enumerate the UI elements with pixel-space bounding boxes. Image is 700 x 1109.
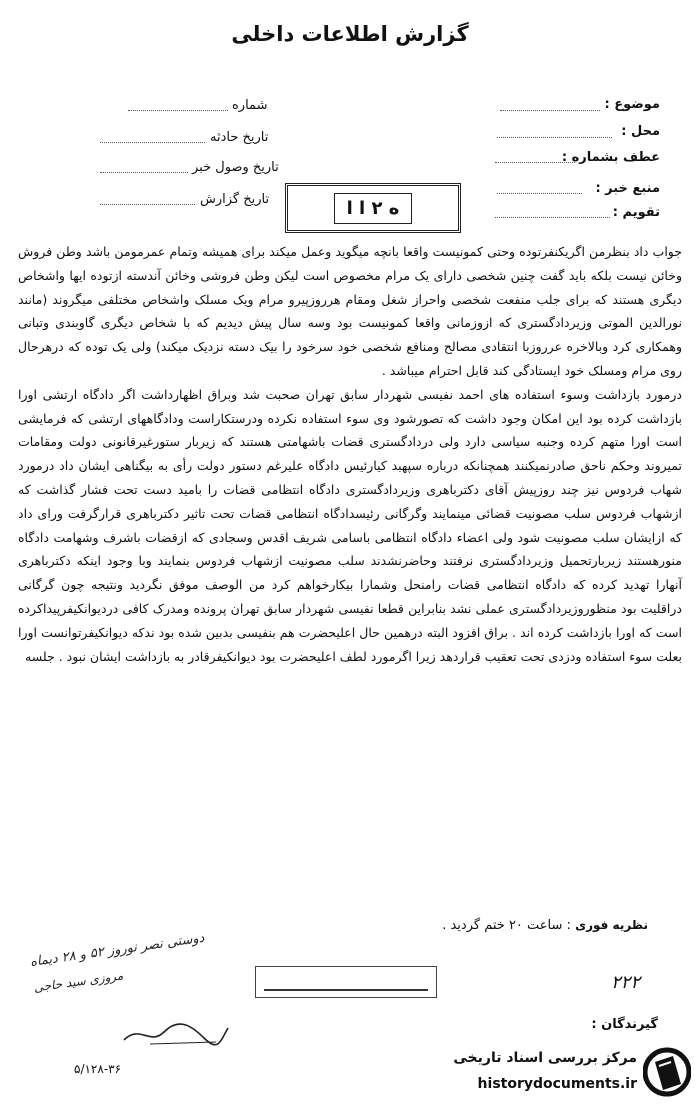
archive-watermark [400, 1040, 695, 1106]
handwritten-note-line-2: مروزی سید حاجی [32, 968, 125, 995]
report-date-field [200, 192, 269, 207]
number-label: شماره [232, 98, 268, 113]
event-date-field [210, 130, 268, 145]
number-field [232, 98, 267, 113]
report-stamp [285, 183, 461, 233]
place-field [621, 124, 660, 139]
report-signature: ۲۲۲ [610, 972, 640, 993]
place-dots [497, 137, 612, 138]
number-dots [128, 110, 228, 111]
source-label: منبع خبر : [595, 181, 660, 196]
reference-field [562, 150, 660, 165]
receipt-date-field [192, 160, 279, 175]
event-date-label: تاریخ حادثه [210, 130, 269, 145]
report-body [18, 240, 682, 668]
document-title: گزارش اطلاعات داخلی [231, 22, 469, 46]
conclusion-label: نظریه فوری [575, 918, 648, 932]
report-date-label: تاریخ گزارش [200, 192, 270, 207]
handwritten-note-line-1: دوستی نصر نوروز ۵۲ و ۲۸ دیماه [29, 930, 206, 970]
document-number: ۵/۱۲۸-۳۶ [74, 1062, 122, 1076]
report-date-dots [100, 204, 195, 205]
archive-logo-icon [643, 1046, 691, 1098]
reference-label: عطف بشماره : [561, 150, 660, 165]
handwritten-signature [120, 1020, 230, 1050]
watermark-title: مرکز بررسی اسناد تاریخی [453, 1050, 637, 1066]
stamp-text: ه ۲ ا ا [334, 193, 413, 224]
receipt-date-label: تاریخ وصول خبر [192, 160, 279, 175]
subject-label: موضوع : [604, 97, 660, 112]
event-date-dots [100, 142, 205, 143]
conclusion [442, 918, 648, 933]
place-label: محل : [621, 124, 660, 139]
evaluation-dots [495, 217, 610, 218]
watermark-url: historydocuments.ir [477, 1076, 637, 1092]
recipients-label: گیرندگان : [591, 1017, 658, 1032]
source-dots [497, 193, 582, 194]
redacted-box [255, 966, 437, 998]
evaluation-label: تقویم : [612, 205, 660, 220]
body-paragraph-1: جواب داد بنظرمن اگریکنفرتوده وحتی کمونیست واقعا بانچه میگوید وعمل میکند برای همیشه وتمام عمرمومن باشد وطن فروش وخائن نیست بلکه باید گفت چنین شخصی دارای یک مرام مخصوص است لیکن وطن فروشی وخائن آندسته ازتوده ایها واشخاص دیگری هستند که برای جلب منفعت شخصی واحراز شغل ومقام هرروزپیرو مرام ویک مسلک واشخاص مختلفی میگروند (مانند نورالدین الموتی وزیردادگستری که ازوزمانی واقعا کمونیست بود وسه سال پیش دیدیم که با شخاص دیگری گاوبندی وتبانی وهمکاری کرد وبالاخره عرروزبا انتقادی مصالح ومنافع شخصی خود سرخود را بیک دسته نزدیک میکند) ولی یک توده که درهرحال روی مرام ومسلک خود ایستادگی کند قابل احترام میباشد . [18, 244, 682, 378]
subject-dots [500, 110, 600, 111]
subject-field [604, 97, 660, 112]
receipt-date-dots [100, 172, 188, 173]
handwritten-note [8, 916, 248, 1037]
source-field [595, 181, 660, 196]
conclusion-text: : ساعت ۲۰ ختم گردید . [442, 918, 571, 933]
body-paragraph-2: درمورد بازداشت وسوء استفاده های احمد نفیسی شهردار سابق تهران صحبت شد وبراق اظهارداشت اگر دادگاه ارتشی اورا بازداشت کرده بود این امکان وجود داشت که تصورشود وی سوء استفاده نکرده ودرستکاراست ودادگاههای ارتشی که فرمایشی است اورا متهم کرده وجنبه سیاسی دارد ولی دردادگستری قضات باشهامتی هستند که زیربار ستورغیرقانونی دولت ومقامات تمیروند وحکم ناحق صادرنمیکنند همچنانکه درباره سپهبد کیارئیس دادگاه علیرغم دستور دولت رأی به بیگناهی ایشان داد درمورد شهاب فردوس نیز چند روزپیش آقای دکترباهری وزیردادگستری دادگاه انتظامی قضات را بامید دست تحت فشار گذاشت که ازشهاب فردوس سلب مصونیت قضائی مینمایند وگرگانی رئیسدادگاه انتظامی قضات تحت تاثیر دکترباهری قرارگرفت ورای داد که ازایشان سلب مصونیت شود ولی اعضاء دادگاه انتظامی باسامی شریف اقدس وسجادی که ازقضات باشرف وشهامت دادگاه منورهستند زیربارتحمیل وزیردادگستری نرفتند وحاضرنشدند سلب مصونیت ازشهاب فردوس بنمایند وبا وجود اینکه دکترباهری آنهارا تهدید کرده که دادگاه انتظامی قضات رامنحل وشمارا بیکارخواهم کرد من الوصف موفق نگردید ونتیجه چون گرگانی دراقلیت بود منظوروزیردادگستری عملی نشد بنابراین قطعا نفیسی شهردار سابق تهران پرونده ومدرک کافی دردیوانکیفرپیداکرده است که اورا بازداشت کرده اند . براق افزود البته درهمین حال اعلیحضرت هم بنفیسی بدبین شده بود ندکه دیوانکیفرتوانست اورا بعلت سوء استفاده ودزدی تحت تعقیب قراردهد زیرا اگرمورد لطف اعلیحضرت بود دیوانکیفرقادر به بازداشت ایشان نبود . جلسه [18, 386, 682, 664]
evaluation-field [613, 205, 660, 220]
reference-dots [495, 162, 575, 163]
